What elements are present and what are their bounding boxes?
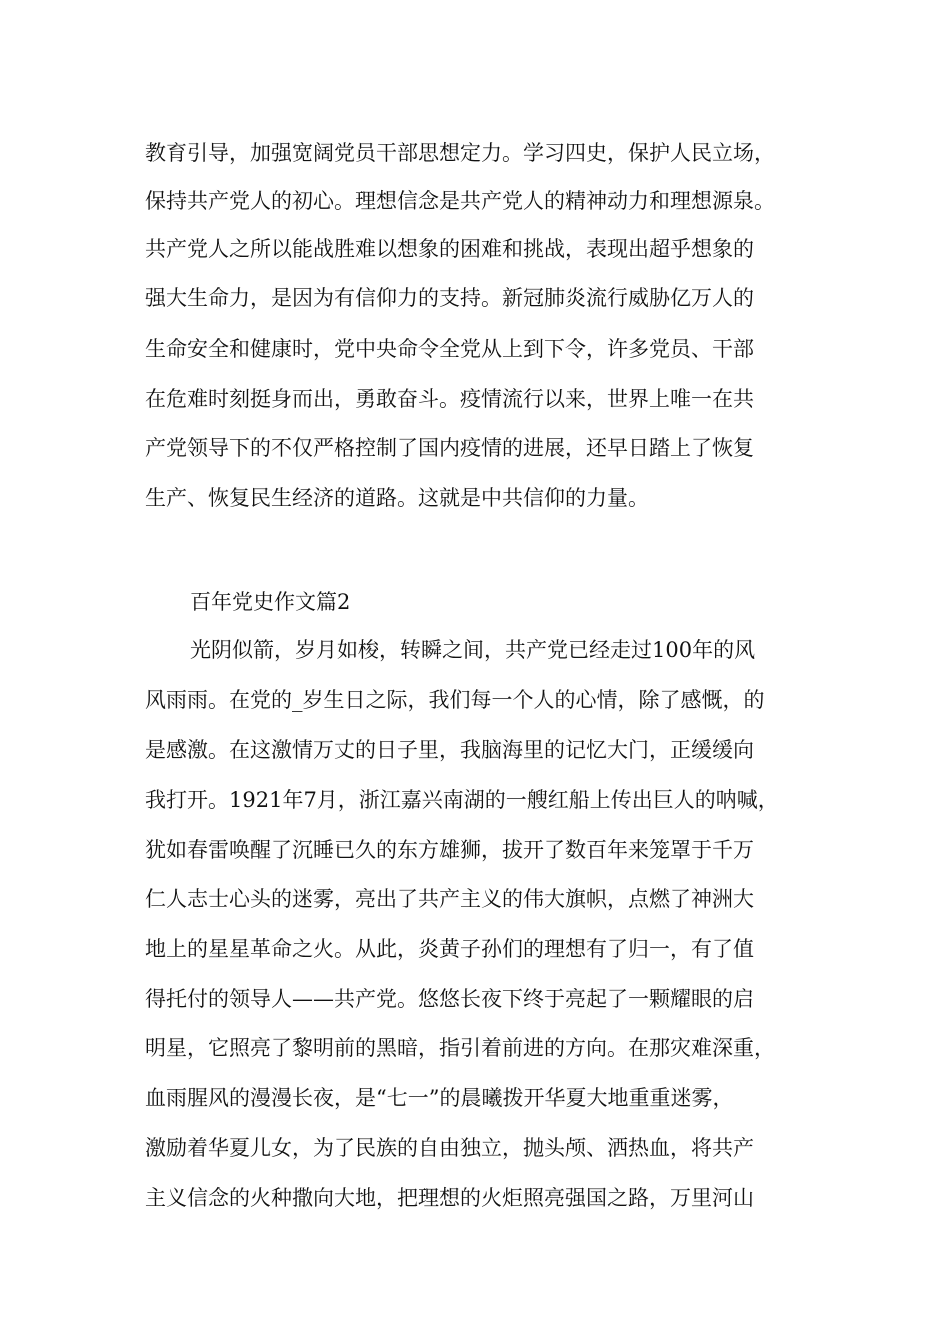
- paragraph-line: 保持共产党人的初心。理想信念是共产党人的精神动力和理想源泉。: [145, 189, 775, 213]
- paragraph-line: 激励着华夏儿女，为了民族的自由独立，抛头颅、洒热血，将共产: [145, 1136, 754, 1160]
- paragraph-line: 光阴似箭，岁月如梭，转瞬之间，共产党已经走过100年的风: [190, 638, 756, 662]
- paragraph-line: 地上的星星革命之火。从此，炎黄子孙们的理想有了归一，有了值: [145, 937, 754, 961]
- paragraph-line: 仁人志士心头的迷雾，亮出了共产主义的伟大旗帜，点燃了神洲大: [145, 887, 754, 911]
- paragraph-line: 教育引导，加强宽阔党员干部思想定力。学习四史，保护人民立场，: [145, 141, 775, 165]
- paragraph-line: 明星，它照亮了黎明前的黑暗，指引着前进的方向。在那灾难深重，: [145, 1036, 775, 1060]
- paragraph-line: 得托付的领导人——共产党。悠悠长夜下终于亮起了一颗耀眼的启: [145, 987, 754, 1011]
- paragraph-line: 共产党人之所以能战胜难以想象的困难和挑战，表现出超乎想象的: [145, 237, 754, 261]
- paragraph-line: 是感激。在这激情万丈的日子里，我脑海里的记忆大门，正缓缓向: [145, 738, 754, 762]
- paragraph-line: 生产、恢复民生经济的道路。这就是中共信仰的力量。: [145, 486, 649, 510]
- paragraph-line: 在危难时刻挺身而出，勇敢奋斗。疫情流行以来，世界上唯一在共: [145, 387, 754, 411]
- paragraph-line: 血雨腥风的漫漫长夜，是“七一”的晨曦拨开华夏大地重重迷雾，: [145, 1086, 734, 1110]
- section-heading: 百年党史作文篇2: [190, 590, 351, 614]
- paragraph-line: 风雨雨。在党的_岁生日之际，我们每一个人的心情，除了感慨，的: [145, 688, 765, 712]
- paragraph-line: 我打开。1921年7月，浙江嘉兴南湖的一艘红船上传出巨人的呐喊，: [145, 788, 779, 812]
- paragraph-line: 主义信念的火种撒向大地，把理想的火炬照亮强国之路，万里河山: [145, 1186, 754, 1210]
- paragraph-line: 强大生命力，是因为有信仰力的支持。新冠肺炎流行威胁亿万人的: [145, 286, 754, 310]
- paragraph-line: 生命安全和健康时，党中央命令全党从上到下令，许多党员、干部: [145, 337, 754, 361]
- paragraph-line: 产党领导下的不仅严格控制了国内疫情的进展，还早日踏上了恢复: [145, 436, 754, 460]
- paragraph-line: 犹如春雷唤醒了沉睡已久的东方雄狮，拔开了数百年来笼罩于千万: [145, 838, 754, 862]
